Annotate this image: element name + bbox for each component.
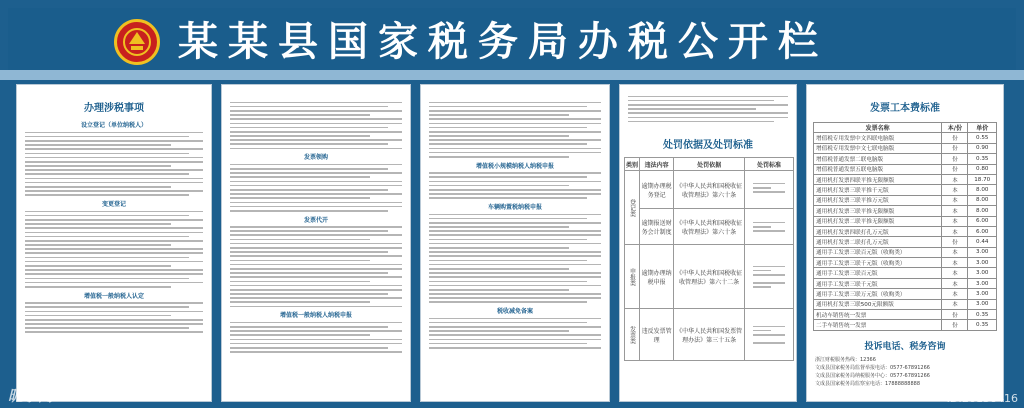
content-cell: 违反发票管理 <box>640 309 674 361</box>
panel-title: 发票工本费标准 <box>870 103 940 114</box>
column-header: 类别 <box>625 158 640 171</box>
table-row: 增值税专用发票中文四联电脑版 份 0.55 <box>814 133 997 143</box>
content-cell: 逾期办理纳税申报 <box>640 245 674 309</box>
section-heading: 变更登记 <box>101 201 126 208</box>
column-header: 本/份 <box>942 123 968 133</box>
basis-cell: 《中华人民共和国发票管理办法》第三十五条 <box>674 309 745 361</box>
page-title: 某某县国家税务局办税公开栏 <box>178 19 828 65</box>
column-header: 违法内容 <box>640 158 674 171</box>
table-row: 通用机打发票三联平推千元版 本 8.00 <box>814 185 997 195</box>
basis-cell: 《中华人民共和国税收征收管理法》第六十条 <box>674 171 745 209</box>
category-cell: 登记类 <box>625 171 640 245</box>
standard-cell <box>744 245 793 309</box>
section-heading: 车辆购置税纳税申报 <box>487 203 542 211</box>
contact-line: 浙江财税服务热线：12366 <box>815 356 876 363</box>
table-row: 通用手工发票三联百元版 本 3.00 <box>814 268 997 278</box>
standard-cell <box>744 309 793 361</box>
table-row: 通用机打发票二联打孔万元版 份 0.44 <box>814 237 997 247</box>
tax-emblem-icon <box>114 19 160 65</box>
section-heading: 发票领购 <box>303 154 328 162</box>
panel-title: 办理涉税事项 <box>84 103 144 114</box>
column-header: 单价 <box>968 123 997 133</box>
divider-strip <box>0 70 1024 80</box>
basis-cell: 《中华人民共和国税收征收管理法》第六十二条 <box>674 245 745 309</box>
watermark-logo: 昵享网 <box>8 387 54 405</box>
fee-table <box>813 122 997 331</box>
section-heading: 增值税小规模纳税人纳税申报 <box>475 162 554 170</box>
header-banner <box>8 8 1016 70</box>
basis-cell: 《中华人民共和国税收征收管理法》第六十条 <box>674 209 745 245</box>
table-row: 通用机打发票三联平推无限额版 本 8.00 <box>814 206 997 216</box>
watermark-id: ID:20150416 <box>946 392 1018 405</box>
table-row: 通用手工发票三联百元版（收购类） 本 3.00 <box>814 247 997 257</box>
section-heading: 发票代开 <box>303 216 328 224</box>
table-row: 机动车销售统一发票 份 0.35 <box>814 310 997 320</box>
contact-title: 投诉电话、税务咨询 <box>864 341 946 352</box>
section-heading: 税收减免备案 <box>496 308 533 316</box>
contact-line: 文成县国家税务局纳税服务中心：0577-67891266 <box>815 372 930 379</box>
category-cell: 发票类 <box>625 309 640 361</box>
table-row: 通用手工发票三联千元版（收购类） 本 3.00 <box>814 258 997 268</box>
panel-invoice-fees <box>806 84 1004 402</box>
table-row: 通用机打发票二联平推无限额版 本 6.00 <box>814 216 997 226</box>
table-row: 通用机打发票三联500元限额版 本 3.00 <box>814 299 997 309</box>
penalty-table <box>624 157 794 361</box>
table-row: 通用机打发票四联打孔万元版 本 6.00 <box>814 226 997 236</box>
panel-tax-matters <box>16 84 212 402</box>
standard-cell <box>744 171 793 209</box>
table-row: 通用手工发票三联万元版（收购类） 本 3.00 <box>814 289 997 299</box>
standard-cell <box>744 209 793 245</box>
panel-penalty-basis <box>619 84 797 402</box>
contact-line: 文成县国家税务局监察室电话：17888888888 <box>815 380 920 387</box>
table-row: 增值税专用发票中文七联电脑版 份 0.90 <box>814 143 997 153</box>
column-header: 发票名称 <box>814 123 942 133</box>
column-header: 处罚依据 <box>674 158 745 171</box>
contact-line: 文成县国家税务局监督举报电话：0577-67891266 <box>815 364 930 371</box>
column-header: 处罚标准 <box>744 158 793 171</box>
table-row: 二手车销售统一发票 份 0.35 <box>814 320 997 330</box>
table-row: 增值税普通发票二联电脑版 份 0.35 <box>814 154 997 164</box>
content-cell: 逾期报送财务会计制度 <box>640 209 674 245</box>
content-cell: 逾期办理税务登记 <box>640 171 674 209</box>
panel-title: 处罚依据及处罚标准 <box>663 140 753 152</box>
panel-tax-filing <box>420 84 610 402</box>
section-heading: 增值税一般纳税人认定 <box>83 292 144 300</box>
section-heading: 增值税一般纳税人纳税申报 <box>279 312 352 320</box>
category-cell: 申报类 <box>625 245 640 309</box>
table-row: 通用机打发票四联平推无限额版 本 18.70 <box>814 174 997 184</box>
section-heading: 设立登记（单位纳税人） <box>80 122 147 129</box>
table-row: 通用手工发票三联千元版 本 3.00 <box>814 278 997 288</box>
panel-invoice-services <box>221 84 411 402</box>
table-row: 增值税普通发票五联电脑版 份 0.80 <box>814 164 997 174</box>
table-row: 通用机打发票三联平推万元版 本 8.00 <box>814 195 997 205</box>
